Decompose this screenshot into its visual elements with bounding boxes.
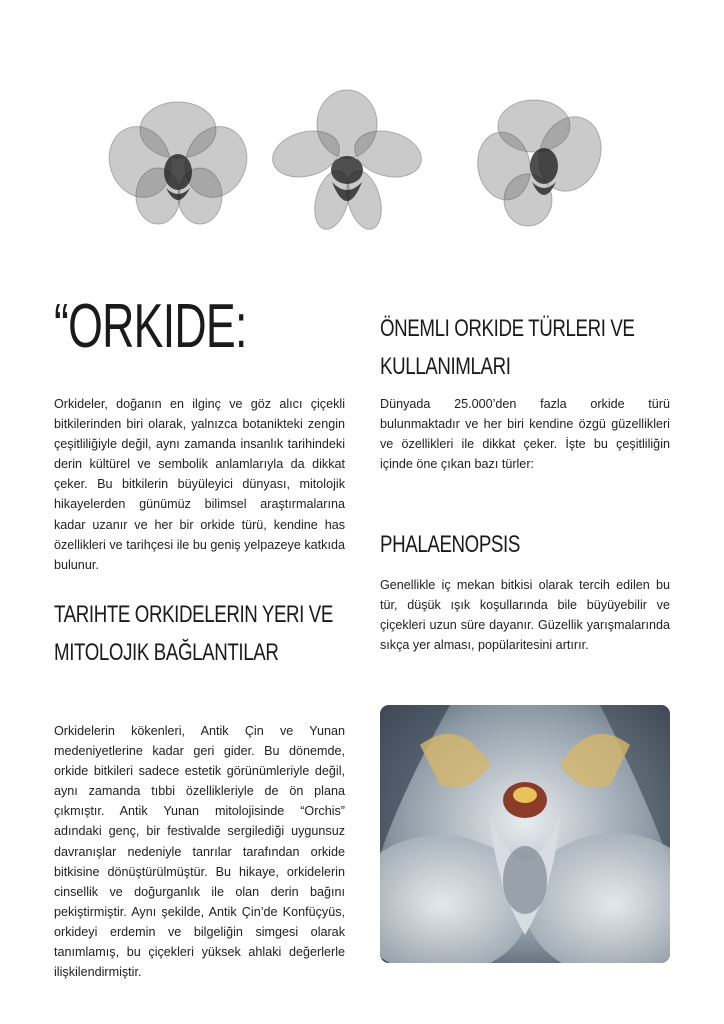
orchid-image-right — [474, 96, 604, 230]
history-block — [54, 721, 345, 982]
orchid-image-center — [272, 88, 422, 238]
phal-heading-block — [380, 526, 680, 564]
types-paragraph: Dünyada 25.000’den fazla orkide türü bulunmaktadır ve her biri kendine özgü güzellikleri ve özellikleri ile dikkat çeker. İşte bu çeşitliliğin içinde öne çıkan bazı türler: — [380, 397, 670, 472]
types-heading: ÖNEMLI ORKIDE TÜRLERI VE KULLANIMLARI — [380, 315, 635, 380]
history-heading-block — [54, 596, 414, 672]
intro-paragraph: Orkideler, doğanın en ilginç ve göz alıcı çiçekli bitkilerinden biri olarak, yalnızca botanikteki zengin çeşitliliğiyle değil, aynı zamanda insanlık tarihindeki derin kültürel ve sembolik anlamlarıyla da dikkat çeker. Bu bitkilerin büyüleyici dünyası, mitolojik hikayelerden günümüz bilimsel araştırmalarına kadar uzanır ve her bir orkide türü, kendine has özellikleri ve tarihçesi ile bu geniş yelpazeye katkıda bulunur. — [54, 397, 345, 572]
types-block — [380, 394, 670, 474]
orchid-closeup-photo — [380, 705, 670, 963]
intro-block — [54, 394, 345, 575]
types-heading-block — [380, 310, 724, 386]
history-heading: TARIHTE ORKIDELERIN YERI VE MITOLOJIK BAĞLANTILAR — [54, 601, 334, 666]
main-title: “ORKIDE: — [54, 292, 247, 361]
left-column — [54, 294, 344, 360]
phal-block — [380, 575, 670, 655]
history-paragraph: Orkidelerin kökenleri, Antik Çin ve Yunan medeniyetlerine kadar geri gider. Bu dönemde, orkide bitkileri sadece estetik görünümleriyle değil, aynı zamanda tıbbi özellikleriyle de ön plana çıkmıştır. Antik Yunan mitolojisinde “Orchis” adındaki genç, bir festivalde sergilediği uygunsuz davranışlar nedeniyle tanrılar tarafından orkide bitkisine dönüştürülmüştür. Bu hikaye, orkidelerin cinsellik ve doğurganlık ile olan derin bağını pekiştirmiştir. Aynı şekilde, Antik Çin’de Konfüçyüs, orkideyi erdemin ve bilgeliğin simgesi olarak tanımlamış, bu çiçekleri yüksek ahlaki değerlerle ilişkilendirmiştir. — [54, 724, 345, 980]
orchid-image-left — [108, 100, 248, 230]
phalaenopsis-heading: PHALAENOPSIS — [380, 531, 520, 558]
phalaenopsis-paragraph: Genellikle iç mekan bitkisi olarak tercih edilen bu tür, düşük ışık koşullarında bile büyüyebilir ve çiçekleri uzun süre dayanır. Güzellik yarışmalarında sıkça yer alması, popülaritesini artırır. — [380, 578, 670, 653]
